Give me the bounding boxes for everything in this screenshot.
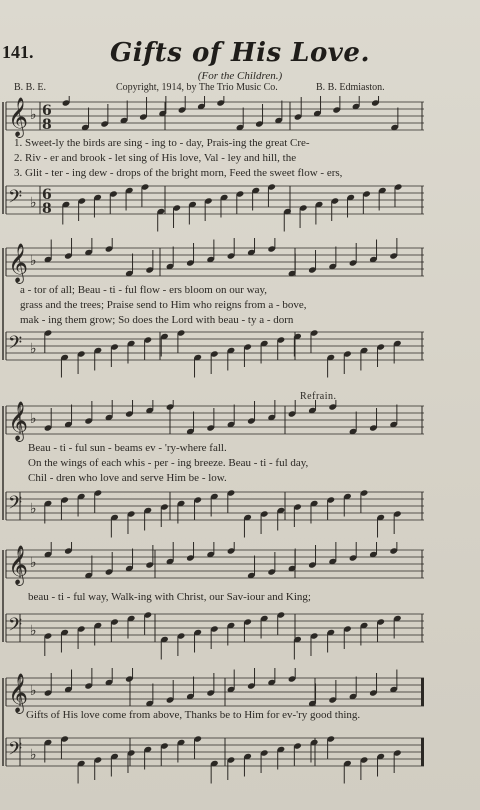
- copyright-line: Copyright, 1914, by The Trio Music Co.: [116, 82, 278, 93]
- bass-staff: [6, 183, 424, 231]
- lyric-line: grass and the trees; Praise send to Him who reigns from a - bove,: [20, 299, 307, 311]
- treble-clef-icon: 𝄞: [8, 545, 29, 585]
- treble-staff: [6, 238, 424, 284]
- music-system-3: [0, 400, 480, 540]
- flat-icon: ♭: [30, 253, 37, 269]
- treble-clef-icon: 𝄞: [8, 97, 29, 137]
- flat-icon: ♭: [30, 411, 37, 427]
- flat-icon: ♭: [30, 341, 37, 357]
- flat-icon: ♭: [30, 195, 37, 211]
- lyric-line: Beau - ti - ful sun - beams ev - 'ry-where fall.: [28, 442, 227, 454]
- lyric-line: Gifts of His love come from above, Thanks be to Him for ev-'ry good thing.: [26, 709, 361, 721]
- treble-staff: [6, 96, 424, 138]
- composer-credit: B. B. Edmiaston.: [316, 82, 385, 93]
- bass-clef-icon: 𝄢: [8, 493, 23, 518]
- lyric-line: beau - ti - ful way, Walk-ing with Christ, our Sav-iour and King;: [28, 591, 311, 603]
- staff-treble-5: [0, 668, 480, 798]
- bass-clef-icon: 𝄢: [8, 187, 23, 212]
- lyric-line: Chil - dren who love and serve Him be - low.: [28, 472, 227, 484]
- staff-treble-3: [0, 400, 480, 540]
- flat-icon: ♭: [30, 107, 37, 123]
- treble-staff: [6, 668, 424, 714]
- flat-icon: ♭: [30, 623, 37, 639]
- treble-clef-icon: 𝄞: [8, 401, 29, 441]
- lyricist-credit: B. B. E.: [14, 82, 46, 93]
- treble-clef-icon: 𝄞: [8, 243, 29, 283]
- time-signature-top: 6: [42, 187, 52, 203]
- lyric-line: 2. Riv - er and brook - let sing of His love, Val - ley and hill, the: [14, 152, 297, 164]
- treble-clef-icon: 𝄞: [8, 673, 29, 713]
- treble-staff: [6, 542, 424, 586]
- time-signature-top: 6: [42, 103, 52, 119]
- lyric-line: On the wings of each whis - per - ing breeze. Beau - ti - ful day,: [28, 457, 309, 469]
- lyric-line: 3. Glit - ter - ing dew - drops of the bright morn, Feed the sweet flow - ers,: [14, 167, 343, 179]
- music-system-5: [0, 668, 480, 798]
- flat-icon: ♭: [30, 683, 37, 699]
- staff-treble-1: [0, 96, 480, 236]
- flat-icon: ♭: [30, 501, 37, 517]
- refrain-label: Refrain.: [300, 391, 337, 402]
- hymn-number: 141.: [2, 42, 34, 62]
- treble-staff: [6, 400, 424, 442]
- bass-staff: [6, 611, 424, 659]
- lyric-line: a - tor of all; Beau - ti - ful flow - ers bloom on our way,: [20, 284, 268, 296]
- flat-icon: ♭: [30, 555, 37, 571]
- bass-staff: [6, 489, 424, 537]
- staff-treble-4: [0, 542, 480, 667]
- hymn-title: Gifts of His Love.: [110, 38, 370, 68]
- lyric-line: 1. Sweet-ly the birds are sing - ing to - day, Prais-ing the great Cre-: [14, 137, 310, 149]
- lyric-line: mak - ing them grow; So does the Lord with beau - ty a - dorn: [20, 314, 294, 326]
- bass-staff: [6, 329, 424, 377]
- bass-clef-icon: 𝄢: [8, 615, 23, 640]
- time-signature-bottom: 8: [42, 117, 52, 133]
- flat-icon: ♭: [30, 747, 37, 763]
- music-system-1: [0, 96, 480, 236]
- bass-clef-icon: 𝄢: [8, 739, 23, 764]
- time-signature-bottom: 8: [42, 201, 52, 217]
- bass-clef-icon: 𝄢: [8, 333, 23, 358]
- bass-staff: [6, 735, 424, 783]
- music-system-4: [0, 542, 480, 667]
- hymn-subtitle: (For the Children.): [197, 70, 283, 82]
